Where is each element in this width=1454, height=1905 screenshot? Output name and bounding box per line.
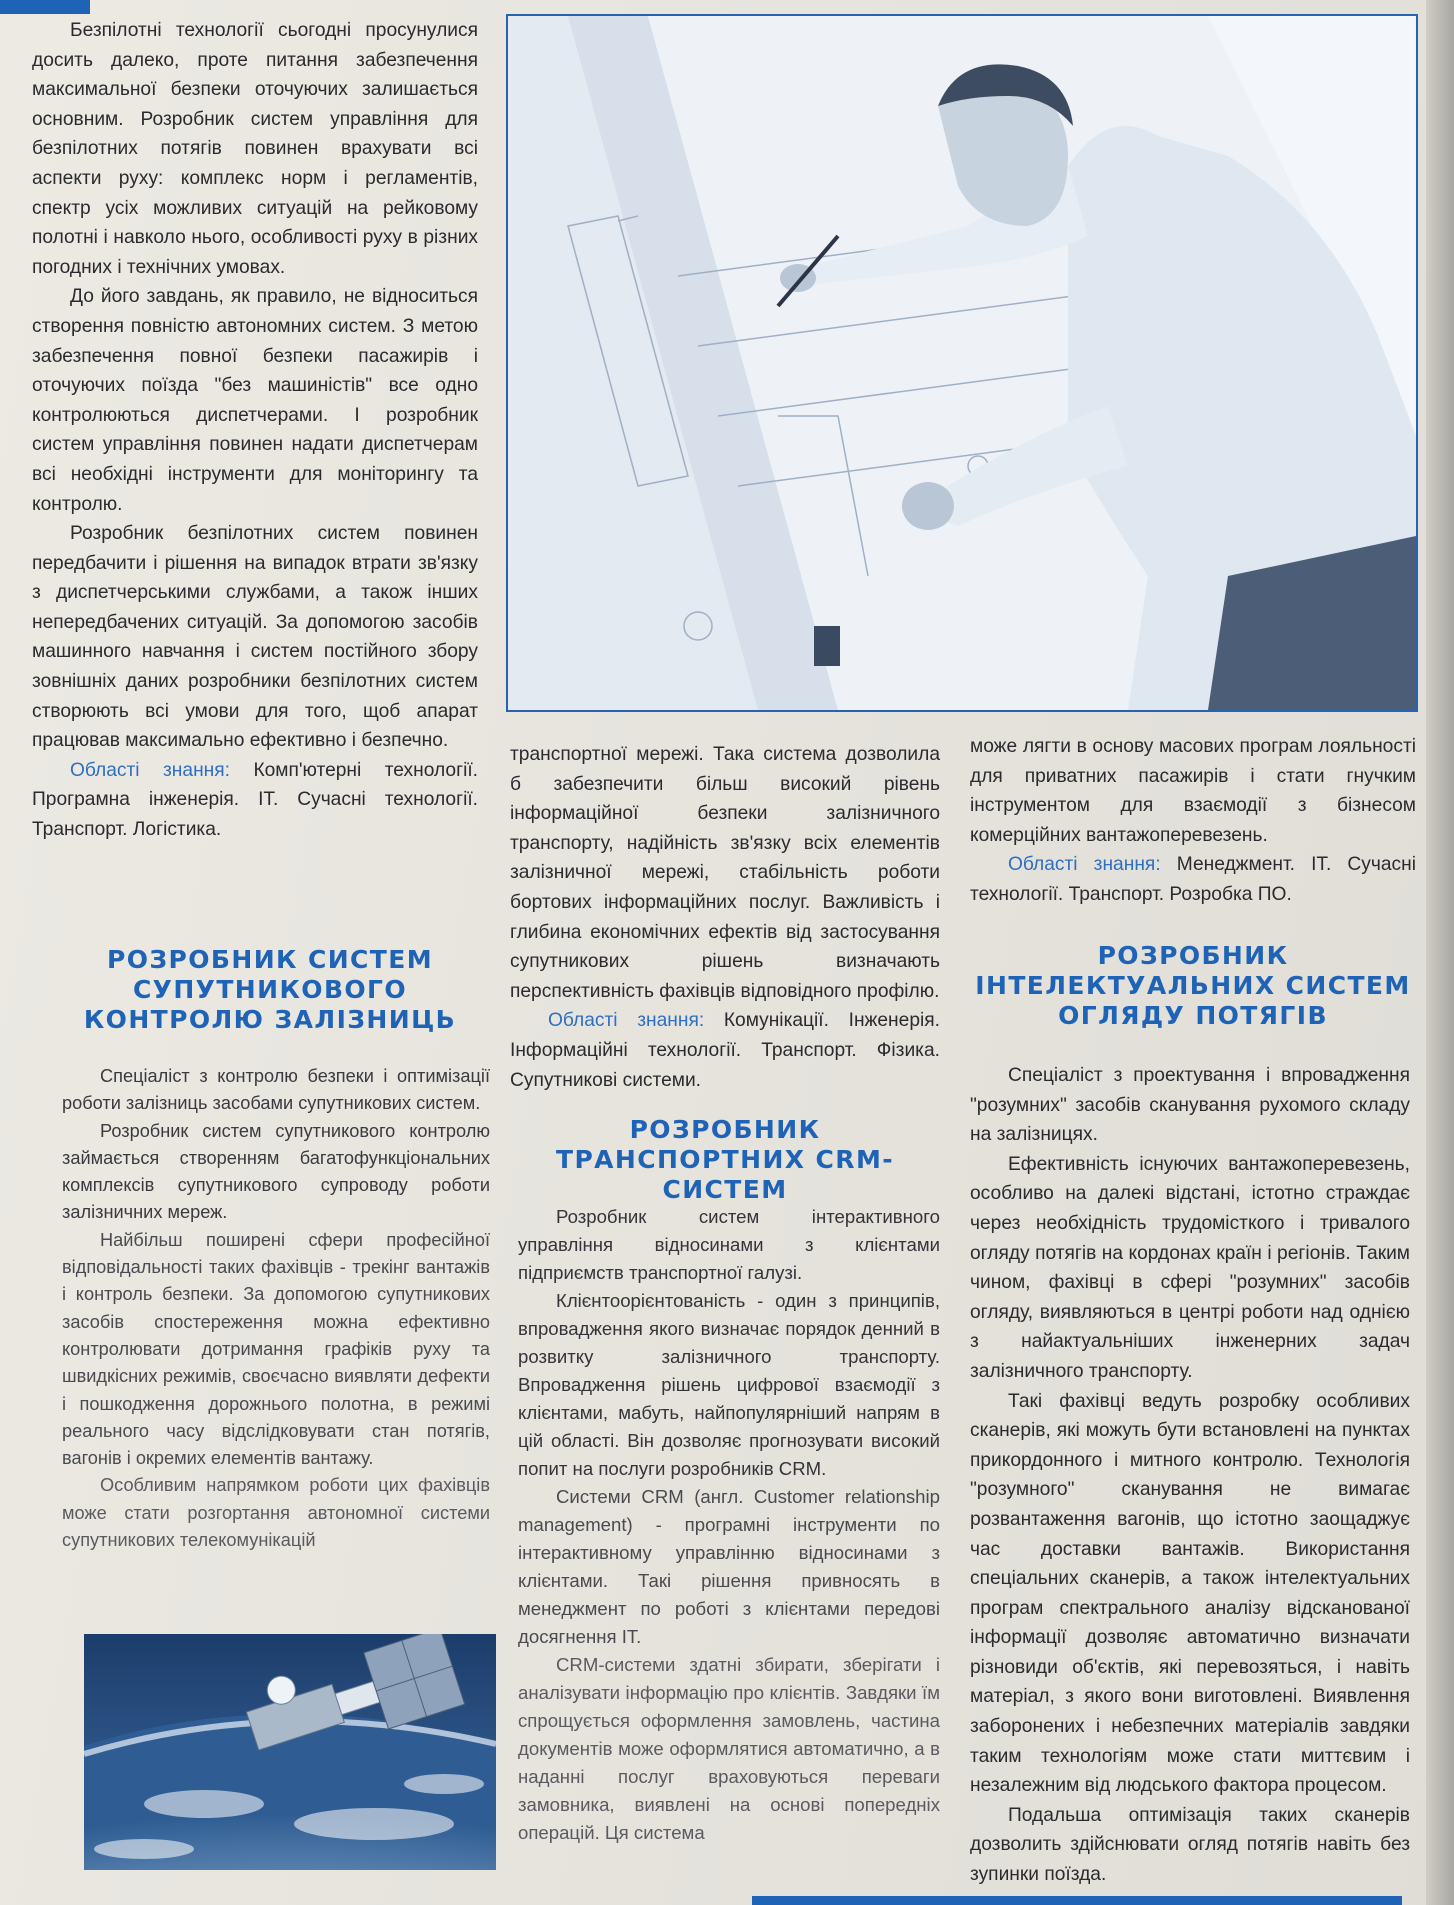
- section-heading-satellite: РОЗРОБНИК СИСТЕМ СУПУТНИКОВОГО КОНТРОЛЮ ЗАЛІЗНИЦЬ: [83, 945, 457, 1034]
- paragraph: Системи CRM (англ. Customer relationship management) - програмні інструменти по інтерактивному управлінню відносинами з клієнтами. Такі рішення привносять в менеджмент по роботі з клієнтами передові досягнення ІТ.: [518, 1486, 940, 1647]
- knowledge-areas: [32, 756, 478, 845]
- top-accent-bar: [0, 0, 90, 14]
- areas-text: Комунікації. Інженерія. Інформаційні технології. Транспорт. Фізика. Супутникові системи.: [510, 1010, 940, 1091]
- column-left-section-text: [62, 1063, 490, 1554]
- column-left-text: [32, 16, 478, 845]
- satellite-illustration: [84, 1634, 496, 1870]
- bottom-accent-bar: [752, 1896, 1402, 1905]
- page-edge: [1426, 0, 1454, 1905]
- paragraph: Подальша оптимізація таких сканерів дозволить здійснювати огляд потягів навіть без зупинки поїзда.: [970, 1804, 1410, 1886]
- paragraph: Безпілотні технології сьогодні просунулися досить далеко, проте питання забезпечення максимальної безпеки оточуючих залишається основним. Розробник систем управління для безпілотних потягів повинен врахувати всі аспекти руху: комплекс норм і регламентів, спектр усіх можливих ситуацій на рейковому полотні і навколо нього, особливості руху в різних погодних і технічних умовах.: [32, 20, 478, 278]
- paragraph: Спеціаліст з проектування і впровадження "розумних" засобів сканування рухомого складу на залізницях.: [970, 1065, 1410, 1146]
- paragraph: До його завдань, як правило, не відноситься створення повністю автономних систем. З метою забезпечення повної безпеки пасажирів і оточуючих поїзда "без машиністів" все одно контролюються диспетчерами. І розробник систем управління повинен надати диспетчерам всі необхідні інструменти для моніторингу та контролю.: [32, 286, 478, 515]
- paragraph: Ефективність існуючих вантажоперевезень, особливо на далекі відстані, істотно страждає через необхідність трудомісткого і тривалого огляду потягів на кордонах країн і регіонів. Таким чином, фахівці в сфері "розумних" засобів огляду, виявляються в центрі роботи над однією з найактуальніших інженерних задач залізничного транспорту.: [970, 1153, 1410, 1382]
- areas-text: Комп'ютерні технології. Програмна інженерія. ІТ. Сучасні технології. Транспорт. Логістика.: [32, 759, 479, 841]
- paragraph: Розробник систем супутникового контролю займається створенням багатофункціональних комплексів супутникового супроводу роботи залізничних мереж.: [62, 1120, 490, 1223]
- paragraph: транспортної мережі. Така система дозволила б забезпечити більш високий рівень інформаційної безпеки залізничного транспорту, надійність зв'язку всіх елементів залізничної мережі, стабільність роботи бортових інформаційних послуг. Важливість і глибина економічних ефектів від застосування супутникових рішень визначають перспективність фахівців відповідного профілю.: [510, 744, 940, 1002]
- knowledge-areas: [970, 850, 1416, 909]
- paragraph: Розробник безпілотних систем повинен передбачити і рішення на випадок втрати зв'язку з диспетчерськими службами, а також інших непередбачених ситуацій. За допомогою засобів машинного навчання і систем постійного збору зовнішніх даних розробники безпілотних систем створюють всі умови для того, щоб апарат працював максимально ефективно і безпечно.: [32, 523, 478, 752]
- satellite-photo: [84, 1634, 496, 1870]
- paragraph: Розробник систем інтерактивного управління відносинами з клієнтами підприємств транспортної галузі.: [518, 1206, 940, 1283]
- engineer-drawing-photo: [506, 14, 1418, 712]
- paragraph: Клієнтоорієнтованість - один з принципів, впровадження якого визначає порядок денний в розвитку залізничного транспорту. Впровадження рішень цифрової взаємодії з клієнтами, мабуть, найпопулярніший напрям в цій області. Він дозволяє прогнозувати високий попит на послуги розробників CRM.: [518, 1290, 940, 1479]
- column-right-section-text: [970, 1061, 1410, 1890]
- areas-text: Менеджмент. ІТ. Сучасні технології. Транспорт. Розробка ПО.: [970, 854, 1416, 905]
- engineer-illustration: [508, 16, 1416, 710]
- areas-label: Області знання:: [1008, 854, 1161, 876]
- areas-label: Області знання:: [548, 1010, 705, 1032]
- section-heading-inspection: РОЗРОБНИК ІНТЕЛЕКТУАЛЬНИХ СИСТЕМ ОГЛЯДУ ПОТЯГІВ: [975, 941, 1411, 1030]
- column-middle-text: [510, 740, 940, 1095]
- knowledge-areas: [510, 1006, 940, 1095]
- paragraph: Особливим напрямком роботи цих фахівців може стати розгортання автономної системи супутникових телекомунікацій: [62, 1475, 490, 1551]
- paragraph: Найбільш поширені сфери професійної відповідальності таких фахівців - трекінг вантажів і контроль безпеки. За допомогою супутникових засобів спостереження можна ефективно контролювати дотримання графіків руху та швидкісних режимів, своєчасно виявляти дефекти і пошкодження дорожнього полотна, в режимі реального часу відслідковувати стан потягів, вагонів і окремих елементів вантажу.: [62, 1229, 490, 1469]
- paragraph: може лягти в основу масових програм лояльності для приватних пасажирів і стати гнучким інструментом для взаємодії з бізнесом комерційних вантажоперевезень.: [970, 736, 1416, 846]
- paragraph: Такі фахівці ведуть розробку особливих сканерів, які можуть бути встановлені на пунктах прикордонного і митного контролю. Технологія "розумного" сканування не вимагає розвантаження вагонів, що істотно заощаджує час доставки вантажів. Використання спеціальних сканерів, а також інтелектуальних програм спектрального аналізу відсканованої інформації дозволяє автоматично визначати різновиди об'єктів, які перевозяться, і навіть матеріал, з якого вони виготовлені. Виявлення заборонених і небезпечних матеріалів завдяки таким технологіям може стати миттєвим і незалежним від людського фактора процесом.: [970, 1390, 1410, 1797]
- paragraph: Спеціаліст з контролю безпеки і оптимізації роботи залізниць засобами супутникових систем.: [62, 1066, 490, 1114]
- areas-label: Області знання:: [70, 759, 230, 781]
- section-heading-crm: РОЗРОБНИК ТРАНСПОРТНИХ CRM-СИСТЕМ: [555, 1115, 895, 1204]
- column-right-text: [970, 732, 1416, 910]
- column-middle-section-text: [518, 1203, 940, 1847]
- paragraph: CRM-системи здатні збирати, зберігати і аналізувати інформацію про клієнтів. Завдяки їм спрощується оформлення замовлень, частина документів може оформлятися автоматично, а в наданні послуг враховуються переваги замовника, виявлені на основі попередніх операцій. Ця система: [518, 1654, 940, 1843]
